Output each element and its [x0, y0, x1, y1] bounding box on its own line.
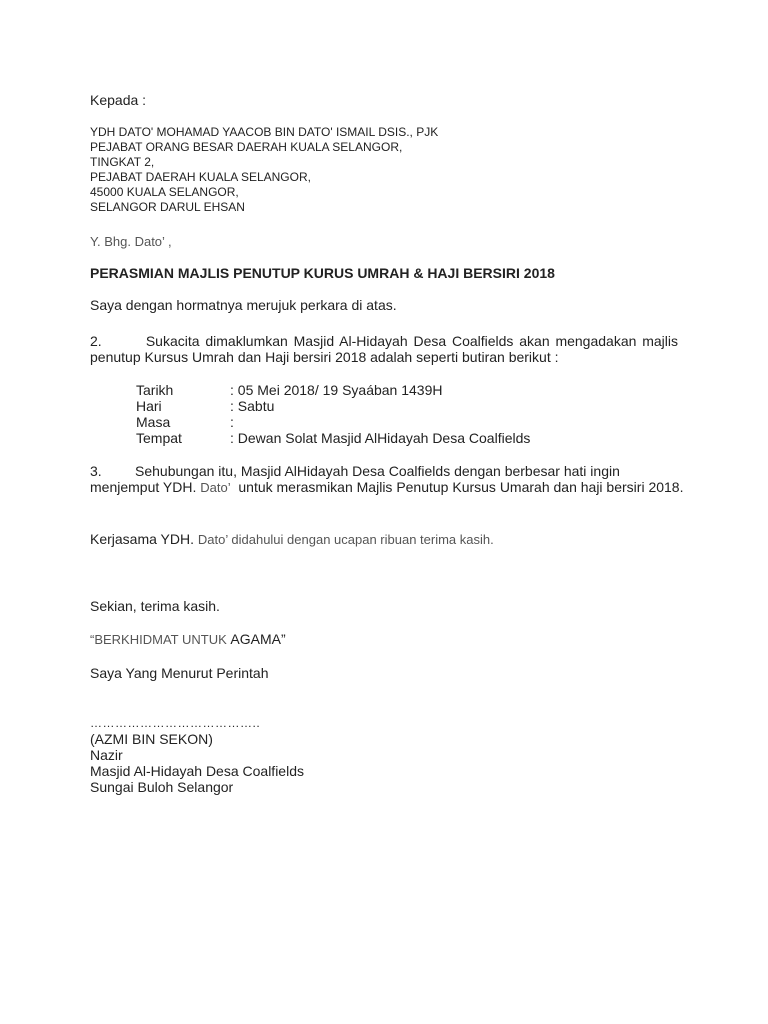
detail-value: : Dewan Solat Masjid AlHidayah Desa Coalfields [230, 430, 531, 446]
detail-row [136, 398, 530, 414]
signer-title: Nazir [90, 747, 123, 763]
signer-location: Sungai Buloh Selangor [90, 779, 234, 795]
obedient-line: Saya Yang Menurut Perintah [90, 665, 269, 681]
cooperation-text-a: Kerjasama YDH. [90, 531, 195, 547]
paragraph-number: 2. [90, 333, 102, 349]
signer-name: (AZMI BIN SEKON) [90, 731, 213, 747]
greeting: Y. Bhg. Dato’ , [90, 234, 172, 249]
closing-line: Sekian, terima kasih. [90, 598, 220, 614]
paragraph-number: 3. [90, 463, 102, 479]
recipient-line: YDH DATO' MOHAMAD YAACOB BIN DATO' ISMAIL DSIS., PJK [90, 125, 439, 139]
motto [90, 631, 678, 648]
detail-row [136, 430, 530, 446]
paragraph-3-text-a: Sehubungan itu, Masjid AlHidayah Desa Coalfields dengan berbesar hati ingin menjemput YDH. [90, 463, 620, 495]
recipient-line: PEJABAT DAERAH KUALA SELANGOR, [90, 170, 311, 184]
recipient-line: PEJABAT ORANG BESAR DAERAH KUALA SELANGOR, [90, 140, 403, 154]
signature-block [90, 715, 678, 795]
recipient-line: TINGKAT 2, [90, 155, 155, 169]
detail-row [136, 414, 530, 430]
event-details [136, 382, 530, 446]
detail-value: : Sabtu [230, 398, 275, 414]
paragraph-2-text: Sukacita dimaklumkan Masjid Al-Hidayah Desa Coalfields akan mengadakan majlis penutup Kursus Umrah dan Haji bersiri 2018 adalah seperti butiran berikut : [90, 333, 678, 365]
detail-label: Masa [136, 414, 171, 430]
detail-row [136, 382, 530, 398]
addressee-label: Kepada : [90, 92, 147, 108]
detail-label: Tempat [136, 430, 182, 446]
signer-organization: Masjid Al-Hidayah Desa Coalfields [90, 763, 304, 779]
paragraph-3 [90, 463, 690, 496]
paragraph-3-text-b: untuk merasmikan Majlis Penutup Kursus Umarah dan haji bersiri 2018. [238, 479, 684, 495]
opening-paragraph: Saya dengan hormatnya merujuk perkara di atas. [90, 297, 397, 313]
recipient-line: 45000 KUALA SELANGOR, [90, 185, 239, 199]
recipient-address [90, 125, 678, 215]
motto-part-a: “BERKHIDMAT UNTUK [90, 632, 227, 647]
paragraph-3-dato: Dato’ [200, 480, 231, 495]
cooperation-line [90, 531, 678, 548]
subject-heading: PERASMIAN MAJLIS PENUTUP KURUS UMRAH & HAJI BERSIRI 2018 [90, 265, 555, 281]
detail-label: Hari [136, 398, 162, 414]
detail-value: : [230, 414, 234, 430]
signature-line: ………………………………….. [90, 716, 261, 730]
paragraph-2 [90, 333, 678, 365]
detail-label: Tarikh [136, 382, 174, 398]
motto-part-b: AGAMA” [230, 631, 286, 647]
recipient-line: SELANGOR DARUL EHSAN [90, 200, 245, 214]
cooperation-text-b: Dato’ didahului dengan ucapan ribuan terima kasih. [197, 532, 494, 547]
detail-value: : 05 Mei 2018/ 19 Syaában 1439H [230, 382, 443, 398]
